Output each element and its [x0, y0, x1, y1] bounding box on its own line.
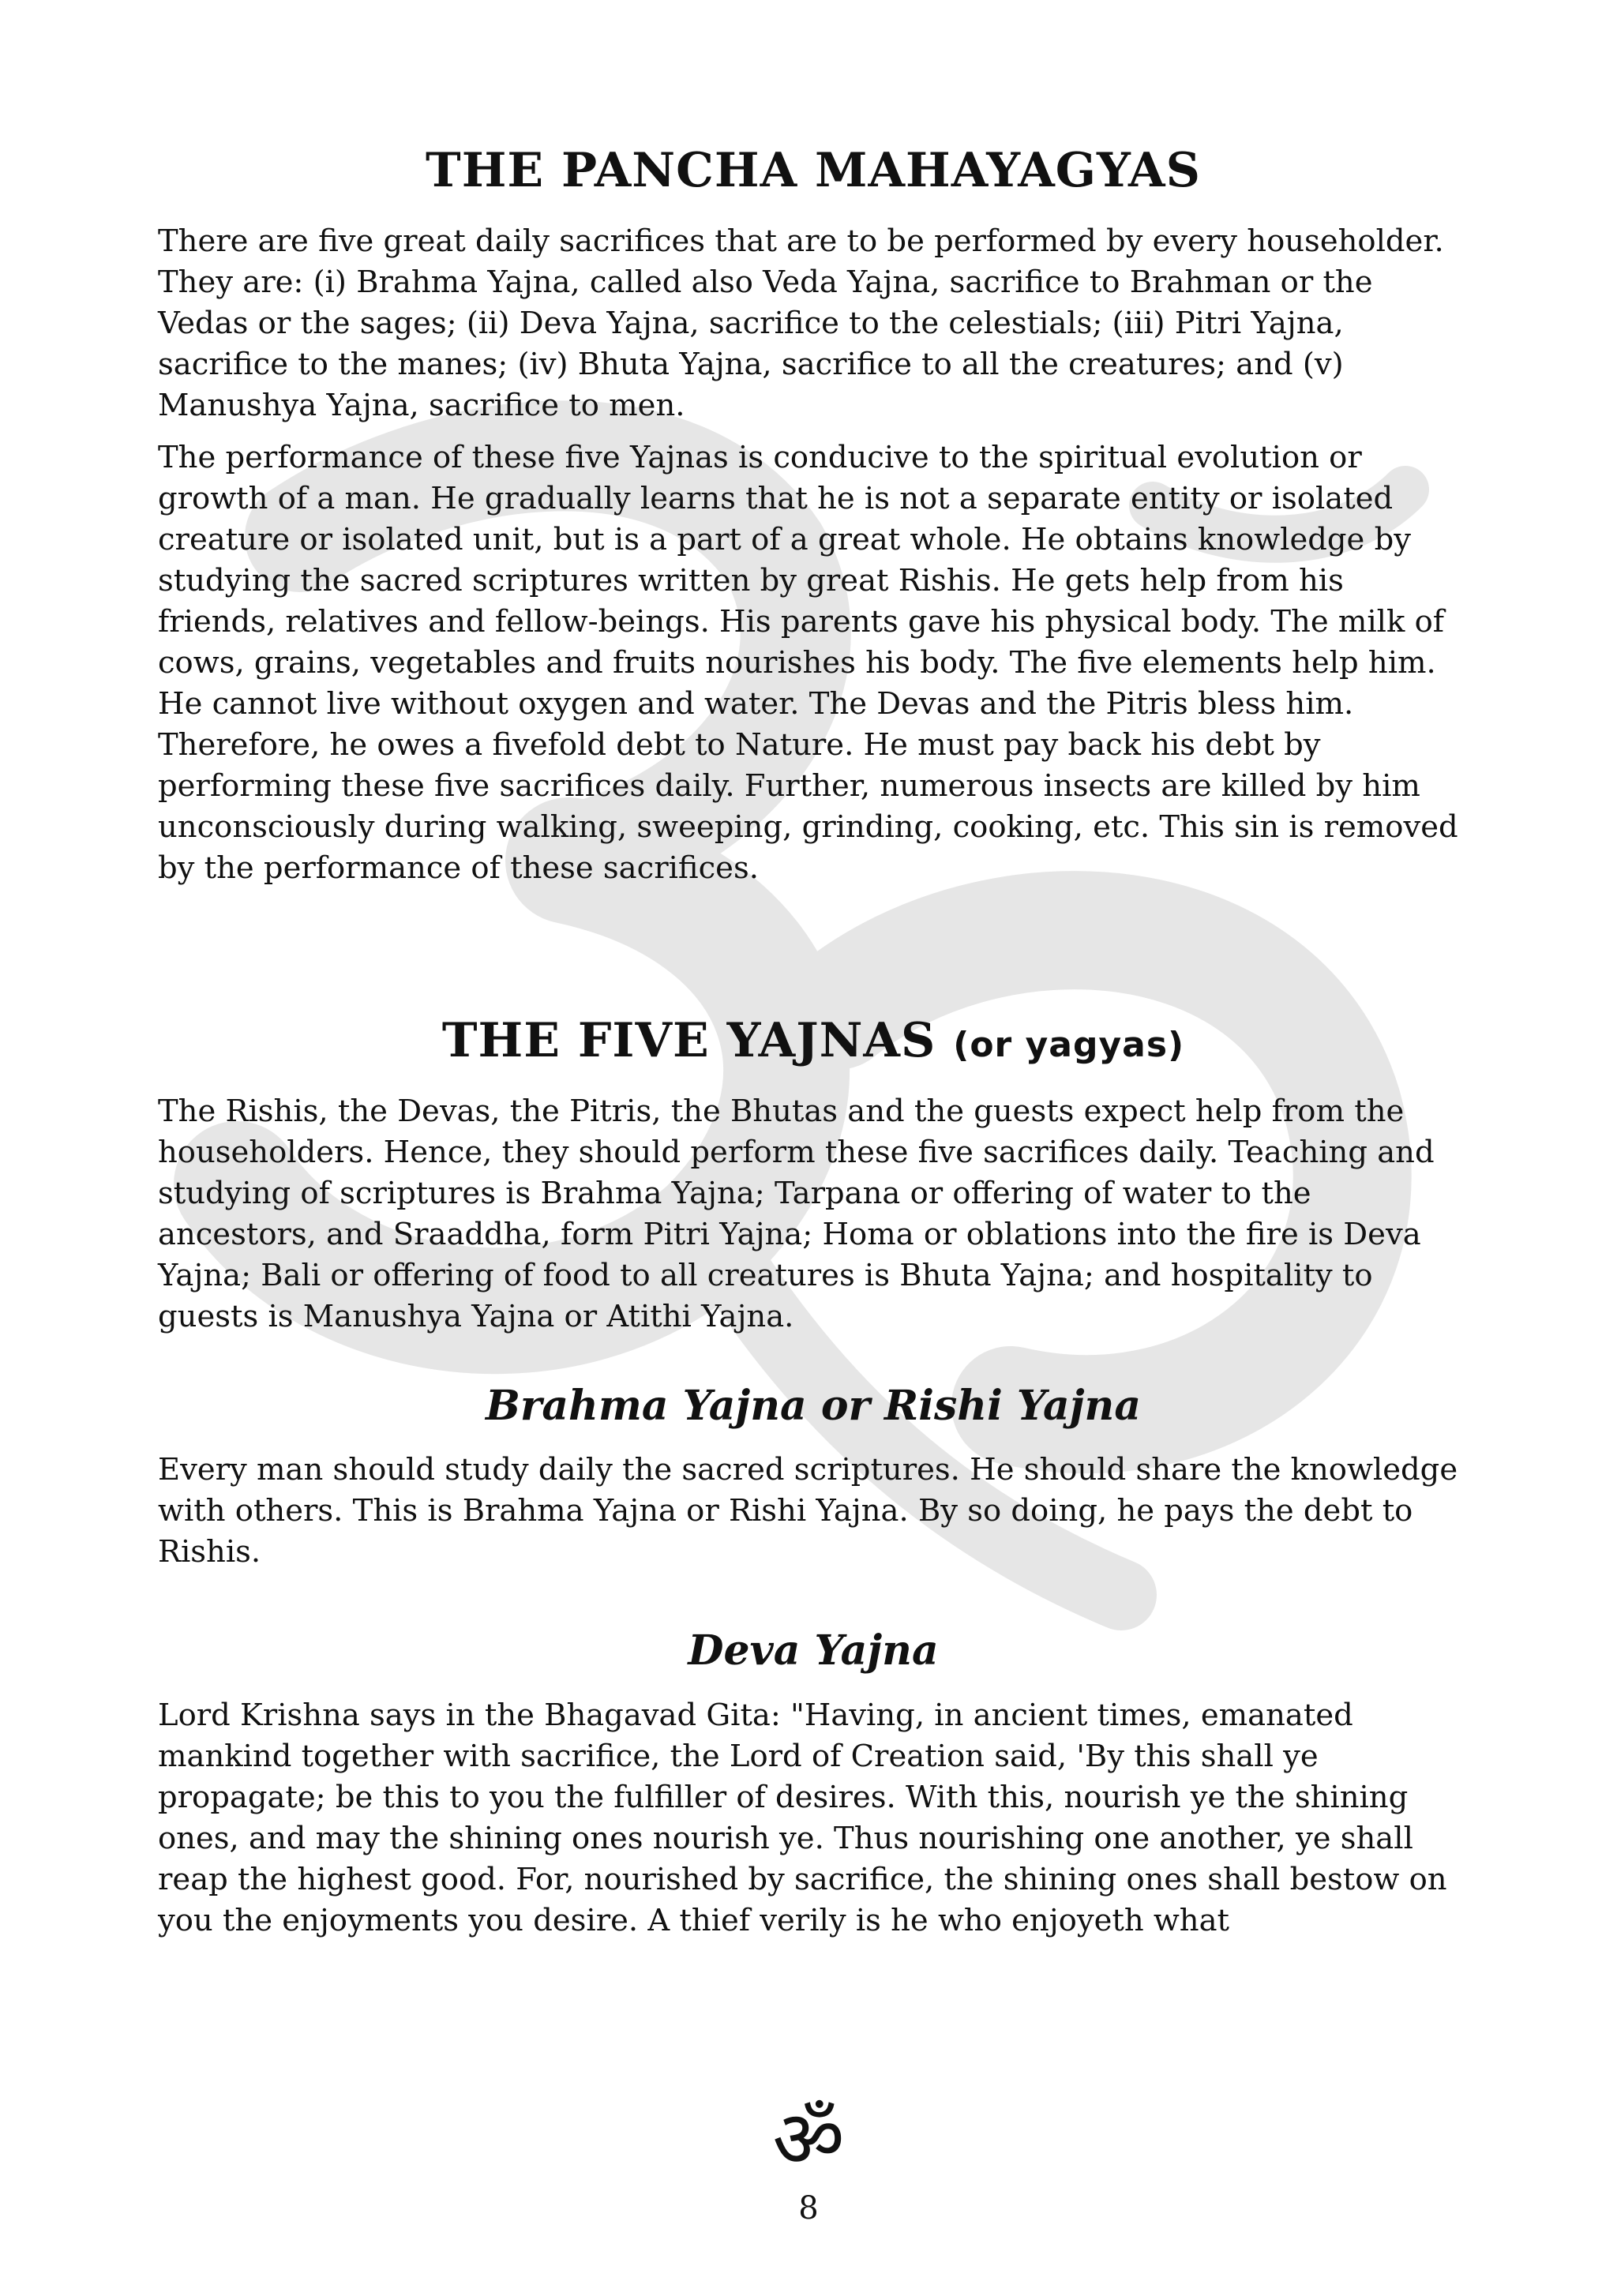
intro-paragraph: There are five great daily sacrifices that are to be performed by every householder. They are: (i) Brahma Yajna, called also Veda Yajna, sacrifice to Brahman or the Vedas or the sages; (ii) Deva Yajna, sacrifice to the celestials; (iii) Pitri Yajna, sacrifice to the manes; (iv) Bhuta Yajna, sacrifice to all the creatures; and (v) Manushya Yajna, sacrifice to men. — [158, 223, 1444, 423]
five-yajnas-paragraph: The Rishis, the Devas, the Pitris, the Bhutas and the guests expect help from the householders. Hence, they should perform these five sacrifices daily. Teaching and studying of scriptures is Brahma Yajna; Tarpana or offering of water to the ancestors, and Sraaddha, form Pitri Yajna; Homa or oblations into the fire is Deva Yajna; Bali or offering of food to all creatures is Bhuta Yajna; and hospitality to guests is Manushya Yajna or Atithi Yajna. — [158, 1094, 1435, 1334]
brahma-yajna-paragraph: Every man should study daily the sacred scriptures. He should share the knowledge with others. This is Brahma Yajna or Rishi Yajna. By so doing, he pays the debt to Rishis. — [158, 1452, 1458, 1570]
page-number: 8 — [798, 2190, 819, 2227]
performance-paragraph: The performance of these five Yajnas is conducive to the spiritual evolution or growth of a man. He gradually learns that he is not a separate entity or isolated creature or isolated unit, but is a part of a great whole. He obtains knowledge by studying the sacred scriptures written by great Rishis. He gets help from his friends, relatives and fellow-beings. His parents gave his physical body. The milk of cows, grains, vegetables and fruits nourishes his body. The five elements help him. He cannot live without oxygen and water. The Devas and the Pitris bless him. Therefore, he owes a fivefold debt to Nature. He must pay back his debt by performing these five sacrifices daily. Further, numerous insects are killed by him unconsciously during walking, sweeping, grinding, cooking, etc. This sin is removed by the performance of these sacrifices. — [158, 440, 1458, 886]
five-yajnas-title-text: THE FIVE YAJNAS — [441, 1013, 936, 1068]
deva-yajna-paragraph: Lord Krishna says in the Bhagavad Gita: "Having, in ancient times, emanated mankind together with sacrifice, the Lord of Creation said, 'By this shall ye propagate; be this to you the fulfiller of desires. With this, nourish ye the shining ones, and may the shining ones nourish ye. Thus nourishing one another, ye shall reap the highest good. For, nourished by sacrifice, the shining ones shall bestow on you the enjoyments you desire. A thief verily is he who enjoyeth what — [158, 1697, 1447, 1938]
page-footer — [0, 2093, 1617, 2227]
subsection-title-brahma-yajna: Brahma Yajna or Rishi Yajna — [485, 1382, 1142, 1430]
section-title-pancha-mahayagyas: THE PANCHA MAHAYAGYAS — [426, 143, 1201, 198]
five-yajnas-title-suffix: (or yagyas) — [953, 1025, 1185, 1065]
om-symbol-icon: ॐ — [772, 2093, 845, 2185]
section-title-five-yajnas — [158, 1012, 1469, 1069]
subsection-title-deva-yajna: Deva Yajna — [688, 1626, 939, 1675]
page-content — [158, 142, 1469, 1953]
